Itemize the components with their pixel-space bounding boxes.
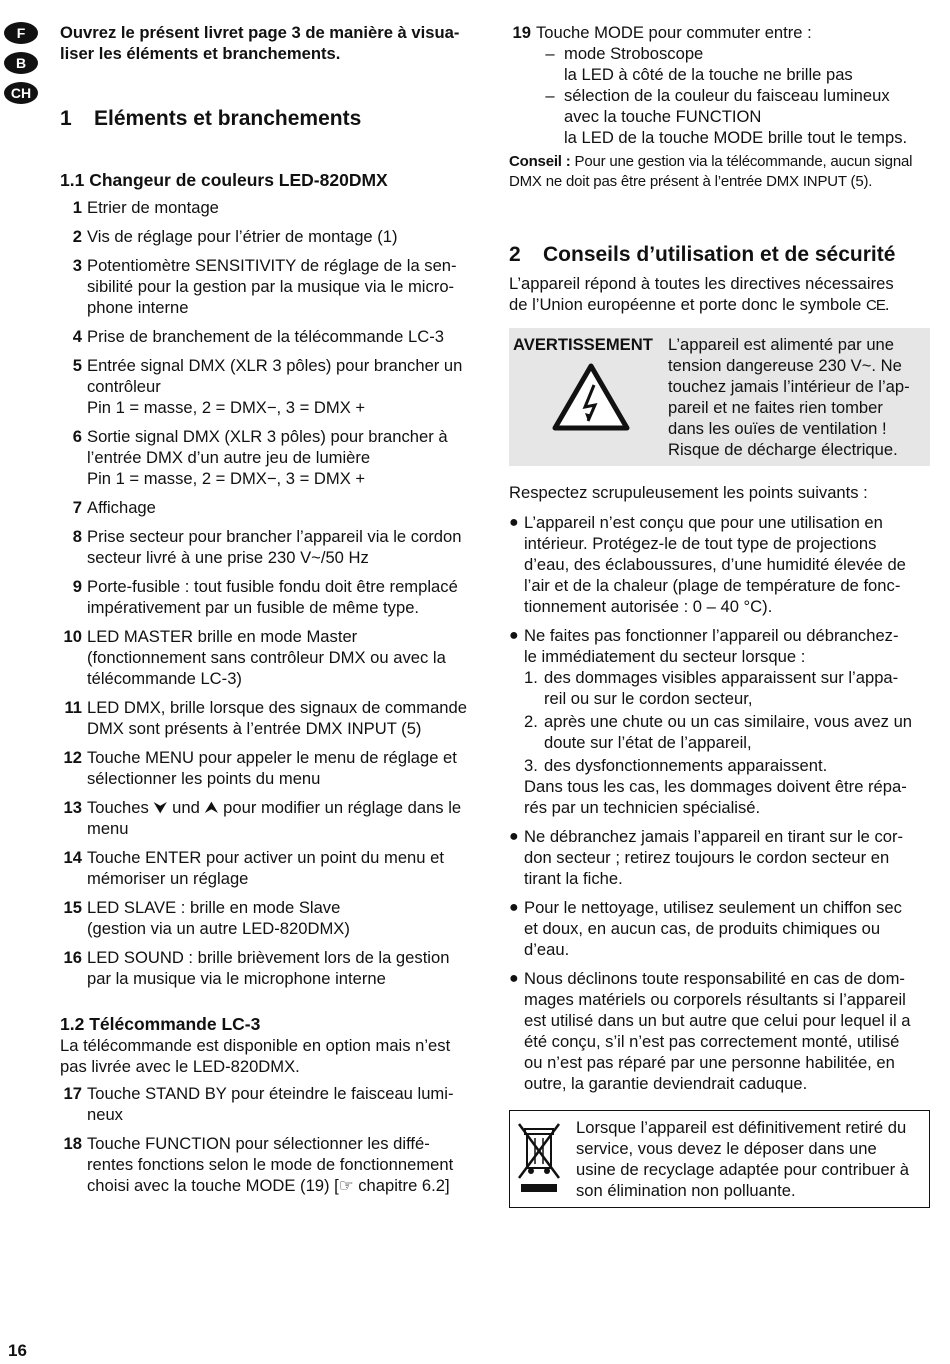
item-text xyxy=(87,426,481,489)
item-number: 16 xyxy=(63,948,82,967)
page-number: 16 xyxy=(8,1341,27,1360)
bullet-dot-icon: ● xyxy=(509,899,519,916)
subsection-1-2-heading: 1.2 Télécommande LC-3 xyxy=(60,1014,261,1034)
item-line: Touche ENTER pour activer un point du menu et xyxy=(87,848,444,867)
item-line: secteur livré à une prise 230 V~/50 Hz xyxy=(87,548,369,567)
item-number: 13 xyxy=(63,798,82,817)
list-item-13 xyxy=(60,797,481,839)
respect-text: Respectez scrupuleusement les points suivants : xyxy=(509,483,868,502)
intro-line: Ouvrez le présent livret page 3 de manière à visua- xyxy=(60,23,460,42)
item-number: 11 xyxy=(64,698,82,717)
item-line: Prise de branchement de la télécommande LC-3 xyxy=(87,327,444,346)
item-text xyxy=(87,697,481,739)
item-number: 1 xyxy=(72,198,82,217)
item-number: 6 xyxy=(72,427,82,446)
recycling-box xyxy=(509,1110,930,1208)
right-column xyxy=(509,22,930,1208)
bullet-line: l’air et de la chaleur (plage de température de fonc- xyxy=(524,576,901,595)
bullet-dot-icon: ● xyxy=(509,627,519,644)
list-number: 1. xyxy=(524,668,538,687)
mode-option-color xyxy=(536,85,930,148)
item-line: Sortie signal DMX (XLR 3 pôles) pour brancher à xyxy=(87,427,448,446)
item-line: DMX sont présents à l’entrée DMX INPUT (5) xyxy=(87,719,422,738)
subsection-1-1-heading: 1.1 Changeur de couleurs LED-820DMX xyxy=(60,170,388,190)
left-column xyxy=(60,22,481,1204)
ce-mark-icon: CE xyxy=(866,297,885,314)
bullet-line: été conçu, s’il n’est pas correctement monté, utilisé xyxy=(524,1032,900,1051)
remote-keys-list xyxy=(60,1083,481,1196)
warning-box xyxy=(509,328,930,466)
tip-label: Conseil : xyxy=(509,153,571,170)
dash-mark: – xyxy=(545,86,555,105)
item-line: sibilité pour la gestion par la musique via le micro- xyxy=(87,277,455,296)
remote-intro-line: La télécommande est disponible en option mais n’est xyxy=(60,1036,451,1055)
warning-line: dans les ouïes de ventilation ! xyxy=(668,419,887,438)
item-text xyxy=(87,326,481,347)
item-text xyxy=(87,626,481,689)
section-number: 1 xyxy=(60,107,72,130)
safety-bullet xyxy=(509,625,930,818)
dash-line: la LED à côté de la touche ne brille pas xyxy=(564,65,853,84)
item-line: LED MASTER brille en mode Master xyxy=(87,627,358,646)
item-number: 7 xyxy=(72,498,82,517)
safety-bullet xyxy=(509,512,930,617)
list-item-9 xyxy=(60,576,481,618)
bullet-line: Ne faites pas fonctionner l’appareil ou débranchez- xyxy=(524,626,899,645)
list-item xyxy=(524,711,930,753)
item-text xyxy=(87,897,481,939)
item-line: par la musique via le microphone interne xyxy=(87,969,386,988)
bullet-dot-icon: ● xyxy=(509,828,519,845)
item-text xyxy=(87,1133,481,1196)
item-line: Potentiomètre SENSITIVITY de réglage de la sen- xyxy=(87,256,457,275)
list-line: des dysfonctionnements apparaissent. xyxy=(544,756,828,775)
list-item-5 xyxy=(60,355,481,418)
olist-after-line: Dans tous les cas, les dommages doivent être répa- xyxy=(524,777,907,796)
list-item-3 xyxy=(60,255,481,318)
list-item-19 xyxy=(509,22,930,148)
item-line: Vis de réglage pour l’étrier de montage (1) xyxy=(87,227,398,246)
recycle-line: usine de recyclage adaptée pour contribuer à xyxy=(576,1160,910,1179)
bullet-line: Ne débranchez jamais l’appareil en tirant sur le cor- xyxy=(524,827,904,846)
language-badges xyxy=(4,22,40,112)
bullet-line: est utilisé dans un but autre que celui pour lequel il a xyxy=(524,1011,911,1030)
bullet-line: outre, la garantie deviendrait caduque. xyxy=(524,1074,808,1093)
list-line: doute sur l’état de l’appareil, xyxy=(544,733,752,752)
intro-text xyxy=(60,22,481,64)
bullet-line: tionnement autorisée : 0 – 40 °C). xyxy=(524,597,773,616)
bullet-line: tirant la fiche. xyxy=(524,869,623,888)
item-text xyxy=(87,576,481,618)
item-line: Porte-fusible : tout fusible fondu doit être remplacé xyxy=(87,577,458,596)
warning-line: tension dangereuse 230 V~. Ne xyxy=(668,356,902,375)
item-line: neux xyxy=(87,1105,123,1124)
item-line: (gestion via un autre LED-820DMX) xyxy=(87,919,350,938)
lang-badge-f: F xyxy=(4,22,38,44)
list-item-1 xyxy=(60,197,481,218)
list-item xyxy=(524,667,930,709)
item-number: 19 xyxy=(512,23,531,42)
bullet-line: don secteur ; retirez toujours le cordon secteur en xyxy=(524,848,890,867)
bullet-line: Pour le nettoyage, utilisez seulement un chiffon sec xyxy=(524,898,902,917)
section-title: Eléments et branchements xyxy=(94,107,362,130)
high-voltage-icon xyxy=(513,363,668,431)
warning-line: L’appareil est alimenté par une xyxy=(668,335,895,354)
item-line: Touches ⮟ und ⮝ pour modifier un réglage dans le xyxy=(87,798,462,817)
item-number: 15 xyxy=(63,898,82,917)
list-line: reil ou sur le cordon secteur, xyxy=(544,689,753,708)
bullet-line: le immédiatement du secteur lorsque : xyxy=(524,647,806,666)
item-text xyxy=(87,526,481,568)
bullet-line: d’eau, des éclaboussures, d’une humidité élevée de xyxy=(524,555,906,574)
item-text xyxy=(87,355,481,418)
item-line: LED SOUND : brille brièvement lors de la gestion xyxy=(87,948,450,967)
item-text xyxy=(87,497,481,518)
bullet-line: d’eau. xyxy=(524,940,570,959)
warning-text xyxy=(668,334,924,460)
item-number: 4 xyxy=(72,327,82,346)
intro-line: L’appareil répond à toutes les directives nécessaires xyxy=(509,274,894,293)
item-number: 10 xyxy=(63,627,82,646)
bullet-dot-icon: ● xyxy=(509,514,519,531)
remote-intro-line: pas livrée avec le LED-820DMX. xyxy=(60,1057,300,1076)
warning-left xyxy=(513,334,668,460)
item-line: menu xyxy=(87,819,129,838)
item-number: 8 xyxy=(72,527,82,546)
item-19-head: Touche MODE pour commuter entre : xyxy=(536,23,812,42)
bullet-dot-icon: ● xyxy=(509,970,519,987)
item-line: impérativement par un fusible de même type. xyxy=(87,598,420,617)
section-number: 2 xyxy=(509,243,521,266)
list-number: 3. xyxy=(524,756,538,775)
item-line: contrôleur xyxy=(87,377,161,396)
safety-bullet xyxy=(509,826,930,889)
bullet-line: ou n’est pas réparé par une personne habilitée, en xyxy=(524,1053,895,1072)
warning-line: pareil et ne faites rien tomber xyxy=(668,398,883,417)
warning-line: touchez jamais l’intérieur de l’ap- xyxy=(668,377,910,396)
item-text xyxy=(87,255,481,318)
bullet-line: mages matériels ou corporels résultants si l’appareil xyxy=(524,990,906,1009)
bullet-line: Nous déclinons toute responsabilité en cas de dom- xyxy=(524,969,905,988)
list-item-12 xyxy=(60,747,481,789)
remote-intro xyxy=(60,1035,481,1077)
list-item-18 xyxy=(60,1133,481,1196)
section-1-heading xyxy=(60,106,481,132)
item-line: télécommande LC-3) xyxy=(87,669,242,688)
item-line: rentes fonctions selon le mode de fonctionnement xyxy=(87,1155,454,1174)
item-text xyxy=(87,226,481,247)
item-number: 9 xyxy=(72,577,82,596)
item-line: l’entrée DMX d’un autre jeu de lumière xyxy=(87,448,371,467)
item-number: 5 xyxy=(72,356,82,375)
item-text xyxy=(87,797,481,839)
list-item-4 xyxy=(60,326,481,347)
safety-bullet xyxy=(509,968,930,1094)
list-item-15 xyxy=(60,897,481,939)
lang-badge-b: B xyxy=(4,52,38,74)
dash-line: sélection de la couleur du faisceau lumineux xyxy=(564,86,890,105)
item-line: Touche MENU pour appeler le menu de réglage et xyxy=(87,748,457,767)
item-line: Pin 1 = masse, 2 = DMX−, 3 = DMX + xyxy=(87,469,366,488)
dash-line: avec la touche FUNCTION xyxy=(564,107,762,126)
item-number: 2 xyxy=(72,227,82,246)
item-line: Touche STAND BY pour éteindre le faisceau lumi- xyxy=(87,1084,454,1103)
item-line: sélectionner les points du menu xyxy=(87,769,321,788)
olist-after-line: rés par un technicien spécialisé. xyxy=(524,798,761,817)
lang-badge-ch: CH xyxy=(4,82,38,104)
item-number: 18 xyxy=(63,1134,82,1153)
damage-conditions-list xyxy=(524,667,930,776)
item-text xyxy=(87,747,481,789)
item-number: 3 xyxy=(72,256,82,275)
list-item-2 xyxy=(60,226,481,247)
item-text xyxy=(87,847,481,889)
dash-line: mode Stroboscope xyxy=(564,44,704,63)
tip-line: Pour une gestion via la télécommande, aucun signal xyxy=(574,153,913,170)
item-line: LED SLAVE : brille en mode Slave xyxy=(87,898,341,917)
list-line: après une chute ou un cas similaire, vous avez un xyxy=(544,712,913,731)
item-line: mémoriser un réglage xyxy=(87,869,249,888)
recycle-line: son élimination non polluante. xyxy=(576,1181,796,1200)
item-number: 12 xyxy=(63,748,82,767)
bullet-line: L’appareil n’est conçu que pour une utilisation en xyxy=(524,513,883,532)
section-title: Conseils d’utilisation et de sécurité xyxy=(543,243,896,266)
warning-line: Risque de décharge électrique. xyxy=(668,440,898,459)
item-number: 14 xyxy=(63,848,82,867)
item-line: LED DMX, brille lorsque des signaux de commande xyxy=(87,698,467,717)
warning-title: AVERTISSEMENT xyxy=(513,335,653,354)
list-line: des dommages visibles apparaissent sur l’appa- xyxy=(544,668,899,687)
item-line: Etrier de montage xyxy=(87,198,219,217)
item-text xyxy=(87,197,481,218)
components-list xyxy=(60,197,481,989)
item-line: Pin 1 = masse, 2 = DMX−, 3 = DMX + xyxy=(87,398,366,417)
list-item xyxy=(524,755,930,776)
bullet-line: intérieur. Protégez-le de tout type de projections xyxy=(524,534,877,553)
list-item-11 xyxy=(60,697,481,739)
intro-line: liser les éléments et branchements. xyxy=(60,44,341,63)
dash-mark: – xyxy=(545,44,555,63)
intro-line: de l’Union européenne et porte donc le symbole xyxy=(509,295,862,314)
item-text xyxy=(87,947,481,989)
item-line: Entrée signal DMX (XLR 3 pôles) pour brancher un xyxy=(87,356,463,375)
safety-bullet xyxy=(509,897,930,960)
recycle-line: Lorsque l’appareil est définitivement retiré du xyxy=(576,1118,907,1137)
item-line: Prise secteur pour brancher l’appareil via le cordon xyxy=(87,527,462,546)
list-item-8 xyxy=(60,526,481,568)
tip-note xyxy=(509,152,930,192)
item-line: (fonctionnement sans contrôleur DMX ou avec la xyxy=(87,648,446,667)
item-number: 17 xyxy=(63,1084,82,1103)
list-number: 2. xyxy=(524,712,538,731)
mode-option-strobe xyxy=(536,43,930,85)
dash-line: la LED de la touche MODE brille tout le temps. xyxy=(564,128,908,147)
recycle-line: service, vous devez le déposer dans une xyxy=(576,1139,877,1158)
list-item-10 xyxy=(60,626,481,689)
list-item-6 xyxy=(60,426,481,489)
list-item-7 xyxy=(60,497,481,518)
item-line: choisi avec la touche MODE (19) [☞ chapitre 6.2] xyxy=(87,1176,450,1195)
item-line: Touche FUNCTION pour sélectionner les diffé- xyxy=(87,1134,430,1153)
section-2-heading xyxy=(509,242,930,268)
section-2-intro: L’appareil répond à toutes les directives nécessaires de l’Union européenne et porte donc le symbole CE. xyxy=(509,273,930,316)
list-item-14 xyxy=(60,847,481,889)
crossed-bin-icon xyxy=(514,1117,566,1201)
tip-line: DMX ne doit pas être présent à l’entrée DMX INPUT (5). xyxy=(509,173,873,190)
item-line: phone interne xyxy=(87,298,189,317)
recycling-text xyxy=(566,1117,925,1201)
list-item-16 xyxy=(60,947,481,989)
bullet-line: et doux, en aucun cas, de produits chimiques ou xyxy=(524,919,881,938)
list-item-17 xyxy=(60,1083,481,1125)
item-text xyxy=(87,1083,481,1125)
item-line: Affichage xyxy=(87,498,156,517)
